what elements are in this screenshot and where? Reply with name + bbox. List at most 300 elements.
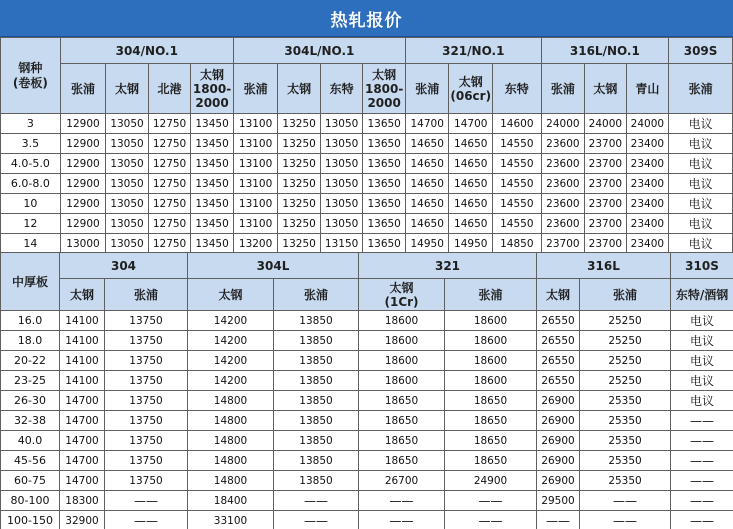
plate-spec-cell: 40.0 [1,431,60,451]
plate-spec-cell: 80-100 [1,491,60,511]
plate-price-table [0,252,733,529]
coil-spec-cell: 14 [1,234,61,254]
coil-price-cell: 23400 [626,214,669,234]
plate-price-cell: 13850 [274,331,359,351]
coil-group-304l: 304L/NO.1 [233,38,405,64]
plate-price-cell: 18600 [359,351,445,371]
plate-price-cell: —— [671,451,733,471]
coil-price-cell: 13450 [191,174,234,194]
plate-price-cell: 18600 [359,311,445,331]
coil-price-cell: 14850 [493,234,542,254]
plate-column-header-line: 太钢 [546,287,571,302]
plate-price-cell: 电议 [671,331,733,351]
plate-price-cell: 25350 [580,411,671,431]
coil-price-cell: 13050 [106,234,149,254]
coil-price-cell: 12900 [60,194,106,214]
plate-price-cell: —— [445,511,537,529]
table-row [1,371,733,391]
plate-price-cell: 18650 [359,431,445,451]
coil-spec-header [1,38,61,114]
plate-group-321: 321 [359,253,537,279]
plate-price-cell: —— [580,491,671,511]
plate-column-header-line: 太钢 [69,287,94,302]
plate-price-cell: 13750 [105,391,188,411]
plate-price-cell: 26900 [537,431,580,451]
coil-price-cell: 12750 [148,214,191,234]
coil-price-cell: 13650 [363,214,406,234]
coil-price-cell: 13250 [278,114,321,134]
plate-price-cell: 18600 [445,371,537,391]
plate-spec-cell: 18.0 [1,331,60,351]
coil-price-cell: 23400 [626,174,669,194]
coil-price-cell: 12750 [148,134,191,154]
plate-price-cell: 26550 [537,371,580,391]
coil-column-header [191,64,234,114]
plate-price-cell: 14800 [188,471,274,491]
table-row [1,511,733,529]
plate-price-cell: —— [274,511,359,529]
coil-column-header-line: 太钢 [593,81,618,96]
plate-price-cell: 14700 [60,471,105,491]
plate-price-cell: 13850 [274,371,359,391]
plate-price-cell: 24900 [445,471,537,491]
coil-price-cell: 电议 [669,234,733,254]
plate-column-header [671,279,733,311]
plate-price-cell: 14700 [60,431,105,451]
coil-price-cell: 14550 [493,194,542,214]
coil-price-table [0,37,733,254]
plate-price-cell: 18400 [188,491,274,511]
coil-price-cell: 13050 [106,154,149,174]
plate-spec-cell: 16.0 [1,311,60,331]
plate-group-304l: 304L [188,253,359,279]
table-row [1,431,733,451]
coil-column-header-line: 太钢 [458,74,483,89]
table-row [1,451,733,471]
plate-price-cell: 14200 [188,311,274,331]
coil-column-header-line: 青山 [635,81,660,96]
coil-price-cell: 23700 [585,174,627,194]
plate-column-header [188,279,274,311]
plate-price-cell: 14200 [188,351,274,371]
plate-price-cell: —— [359,491,445,511]
coil-column-header [541,64,585,114]
table-row [1,331,733,351]
plate-price-cell: —— [580,511,671,529]
plate-price-cell: 13850 [274,351,359,371]
table-row [1,391,733,411]
coil-column-header-line: 太钢 [287,81,312,96]
plate-column-header-line: 太钢 [218,287,243,302]
plate-price-cell: 13850 [274,451,359,471]
plate-spec-cell: 32-38 [1,411,60,431]
plate-price-cell: 13750 [105,471,188,491]
plate-price-cell: 电议 [671,351,733,371]
coil-spec-cell: 4.0-5.0 [1,154,61,174]
coil-price-cell: 电议 [669,214,733,234]
table-row [1,471,733,491]
plate-column-header [537,279,580,311]
coil-price-cell: 13050 [106,114,149,134]
coil-price-cell: 13250 [278,174,321,194]
coil-price-cell: 13100 [233,154,278,174]
coil-price-cell: 13050 [106,194,149,214]
plate-price-cell: 18600 [445,311,537,331]
coil-price-cell: 24000 [585,114,627,134]
coil-price-cell: 24000 [626,114,669,134]
coil-column-header-line: 太钢 [115,81,140,96]
plate-column-header-line: 张浦 [133,287,158,302]
table-row [1,114,733,134]
plate-price-cell: 13750 [105,411,188,431]
plate-column-header-line: 太钢 [389,280,414,295]
coil-column-header-line: (06cr) [450,88,492,103]
plate-column-header-line: 张浦 [478,287,503,302]
coil-column-header [493,64,542,114]
coil-column-header-line: 1800- [364,81,404,96]
coil-price-cell: 12750 [148,154,191,174]
coil-column-header-line: 张浦 [688,81,713,96]
coil-price-cell: 12900 [60,174,106,194]
coil-price-cell: 12900 [60,134,106,154]
coil-column-header [233,64,278,114]
coil-price-cell: 13050 [320,154,363,174]
plate-column-header [445,279,537,311]
plate-column-header [359,279,445,311]
plate-price-cell: 14100 [60,351,105,371]
coil-price-cell: 13250 [278,134,321,154]
plate-price-cell: 14100 [60,371,105,391]
coil-spec-cell: 12 [1,214,61,234]
coil-price-cell: 23700 [585,234,627,254]
plate-price-cell: —— [105,511,188,529]
plate-price-cell: 26900 [537,391,580,411]
coil-column-header [278,64,321,114]
table-row [1,411,733,431]
plate-price-cell: 18650 [359,391,445,411]
coil-price-cell: 电议 [669,174,733,194]
coil-price-cell: 13100 [233,134,278,154]
coil-price-cell: 13100 [233,214,278,234]
coil-price-cell: 14950 [405,234,449,254]
coil-price-cell: 13650 [363,114,406,134]
plate-price-cell: 18650 [445,451,537,471]
coil-price-cell: 13050 [320,174,363,194]
coil-price-cell: 13100 [233,114,278,134]
coil-price-cell: 23700 [585,134,627,154]
coil-spec-header-line1: 钢种 [18,60,43,75]
coil-price-cell: 14550 [493,214,542,234]
coil-price-cell: 12750 [148,234,191,254]
plate-price-cell: 25250 [580,311,671,331]
coil-group-321: 321/NO.1 [405,38,541,64]
coil-price-cell: 13650 [363,154,406,174]
plate-price-cell: 14800 [188,391,274,411]
coil-price-cell: 13250 [278,214,321,234]
coil-price-cell: 电议 [669,194,733,214]
coil-price-cell: 13450 [191,134,234,154]
plate-group-310s: 310S [671,253,733,279]
plate-price-cell: 18650 [359,411,445,431]
coil-price-cell: 13450 [191,194,234,214]
plate-spec-cell: 20-22 [1,351,60,371]
plate-price-cell: 25350 [580,431,671,451]
coil-spec-cell: 3 [1,114,61,134]
plate-price-cell: 18600 [445,351,537,371]
plate-price-cell: 13850 [274,391,359,411]
plate-column-header-line: 张浦 [613,287,638,302]
coil-column-header-line: 2000 [367,95,401,110]
coil-price-cell: 13000 [60,234,106,254]
table-row [1,134,733,154]
coil-price-cell: 14650 [449,174,493,194]
plate-price-cell: —— [105,491,188,511]
plate-price-cell: 26900 [537,451,580,471]
plate-price-cell: 14700 [60,411,105,431]
plate-price-cell: 29500 [537,491,580,511]
plate-price-cell: 13750 [105,371,188,391]
coil-column-header [405,64,449,114]
plate-price-cell: —— [671,511,733,529]
coil-price-cell: 14950 [449,234,493,254]
plate-price-cell: 18600 [445,331,537,351]
plate-price-cell: 电议 [671,391,733,411]
plate-column-header [105,279,188,311]
plate-price-cell: 电议 [671,311,733,331]
plate-column-header [274,279,359,311]
table-row [1,351,733,371]
coil-price-cell: 14650 [405,194,449,214]
coil-price-cell: 13450 [191,114,234,134]
table-row [1,154,733,174]
coil-column-header-line: 张浦 [70,81,95,96]
coil-price-cell: 13050 [320,114,363,134]
coil-price-cell: 13250 [278,194,321,214]
plate-spec-header: 中厚板 [1,253,60,311]
coil-price-cell: 23600 [541,174,585,194]
coil-price-cell: 14650 [449,194,493,214]
table-row [1,491,733,511]
plate-price-cell: 14800 [188,411,274,431]
coil-price-cell: 14550 [493,134,542,154]
coil-price-cell: 14550 [493,154,542,174]
plate-price-cell: 13850 [274,471,359,491]
plate-price-cell: —— [671,411,733,431]
coil-column-header [449,64,493,114]
coil-price-cell: 14550 [493,174,542,194]
plate-price-cell: 18600 [359,371,445,391]
plate-column-header [580,279,671,311]
coil-column-header-line: 1800- [192,81,232,96]
coil-spec-cell: 6.0-8.0 [1,174,61,194]
plate-price-cell: 13750 [105,331,188,351]
coil-column-header-line: 2000 [195,95,229,110]
plate-price-cell: 26550 [537,351,580,371]
plate-price-cell: 13750 [105,311,188,331]
coil-column-header [626,64,669,114]
plate-price-cell: 14200 [188,331,274,351]
coil-price-cell: 14650 [449,214,493,234]
plate-price-cell: 25250 [580,371,671,391]
coil-group-309s: 309S [669,38,733,64]
plate-price-cell: 25250 [580,351,671,371]
plate-price-cell: —— [671,471,733,491]
coil-price-cell: 12750 [148,174,191,194]
plate-price-cell: —— [274,491,359,511]
coil-column-header [60,64,106,114]
plate-price-cell: 14700 [60,451,105,471]
coil-price-cell: 23400 [626,154,669,174]
plate-price-cell: 25250 [580,331,671,351]
plate-price-cell: 25350 [580,451,671,471]
coil-column-header [363,64,406,114]
coil-price-cell: 14700 [405,114,449,134]
coil-price-cell: 13250 [278,154,321,174]
coil-price-cell: 24000 [541,114,585,134]
coil-price-cell: 14650 [405,214,449,234]
plate-price-cell: —— [537,511,580,529]
coil-price-cell: 23700 [541,234,585,254]
table-row [1,214,733,234]
coil-price-cell: 23700 [585,194,627,214]
plate-column-header-line: 东特/酒钢 [675,287,729,302]
coil-price-cell: 14650 [449,154,493,174]
coil-column-header-line: 太钢 [200,67,225,82]
coil-column-header-line: 北港 [157,81,182,96]
coil-price-cell: 12900 [60,114,106,134]
plate-price-cell: 13850 [274,431,359,451]
plate-price-cell: 14800 [188,431,274,451]
coil-price-cell: 14650 [405,134,449,154]
plate-spec-cell: 23-25 [1,371,60,391]
coil-spec-cell: 3.5 [1,134,61,154]
coil-price-cell: 13050 [320,194,363,214]
coil-price-cell: 12900 [60,214,106,234]
plate-spec-cell: 60-75 [1,471,60,491]
coil-column-header-line: 太钢 [372,67,397,82]
coil-price-cell: 23400 [626,194,669,214]
coil-price-cell: 13450 [191,214,234,234]
coil-price-cell: 13050 [106,214,149,234]
coil-price-cell: 13050 [106,174,149,194]
plate-price-cell: 26900 [537,471,580,491]
plate-price-cell: 13750 [105,351,188,371]
coil-column-header [320,64,363,114]
plate-column-header-line: 张浦 [304,287,329,302]
coil-spec-header-line2: (卷板) [12,75,48,90]
coil-price-cell: 23600 [541,154,585,174]
coil-price-cell: 13200 [233,234,278,254]
coil-price-cell: 13150 [320,234,363,254]
coil-price-cell: 电议 [669,154,733,174]
coil-price-cell: 14700 [449,114,493,134]
plate-price-cell: 26550 [537,311,580,331]
coil-price-cell: 电议 [669,134,733,154]
coil-price-cell: 13100 [233,194,278,214]
plate-price-cell: 18650 [359,451,445,471]
sheet-title: 热轧报价 [0,0,733,37]
plate-price-cell: —— [671,431,733,451]
coil-price-cell: 23600 [541,194,585,214]
table-row [1,311,733,331]
plate-price-cell: 33100 [188,511,274,529]
coil-price-cell: 12900 [60,154,106,174]
plate-price-cell: 25350 [580,391,671,411]
coil-column-header-line: 张浦 [243,81,268,96]
coil-price-cell: 23600 [541,214,585,234]
coil-price-cell: 13450 [191,154,234,174]
coil-price-cell: 13650 [363,134,406,154]
coil-price-cell: 13050 [106,134,149,154]
coil-spec-cell: 10 [1,194,61,214]
plate-spec-cell: 45-56 [1,451,60,471]
table-row [1,234,733,254]
coil-price-cell: 13050 [320,134,363,154]
plate-spec-cell: 100-150 [1,511,60,529]
plate-price-cell: —— [671,491,733,511]
coil-column-header-line: 张浦 [550,81,575,96]
coil-price-cell: 13050 [320,214,363,234]
plate-price-cell: 13850 [274,311,359,331]
plate-price-cell: 13750 [105,451,188,471]
plate-price-cell: 14700 [60,391,105,411]
coil-price-cell: 14600 [493,114,542,134]
coil-price-cell: 12750 [148,114,191,134]
coil-column-header-line: 东特 [329,81,354,96]
coil-price-cell: 14650 [405,154,449,174]
plate-price-cell: 14800 [188,451,274,471]
plate-price-cell: 14100 [60,331,105,351]
coil-price-cell: 23600 [541,134,585,154]
plate-price-cell: 电议 [671,371,733,391]
coil-price-cell: 13650 [363,194,406,214]
coil-column-header-line: 张浦 [415,81,440,96]
plate-price-cell: —— [445,491,537,511]
plate-price-cell: 25350 [580,471,671,491]
coil-group-304: 304/NO.1 [60,38,233,64]
plate-price-cell: —— [359,511,445,529]
plate-price-cell: 32900 [60,511,105,529]
coil-price-cell: 23700 [585,214,627,234]
plate-price-cell: 26550 [537,331,580,351]
plate-price-cell: 18650 [445,391,537,411]
plate-price-cell: 26700 [359,471,445,491]
table-row [1,174,733,194]
table-row [1,194,733,214]
coil-price-cell: 14650 [449,134,493,154]
plate-spec-cell: 26-30 [1,391,60,411]
plate-group-304: 304 [60,253,188,279]
plate-price-cell: 13850 [274,411,359,431]
coil-column-header [585,64,627,114]
coil-group-316l: 316L/NO.1 [541,38,669,64]
coil-price-cell: 13100 [233,174,278,194]
coil-column-header-line: 东特 [504,81,529,96]
coil-price-cell: 14650 [405,174,449,194]
plate-price-cell: 14200 [188,371,274,391]
coil-column-header [669,64,733,114]
coil-price-cell: 13250 [278,234,321,254]
coil-price-cell: 23400 [626,234,669,254]
plate-column-header-line: (1Cr) [384,294,419,309]
plate-price-cell: 26900 [537,411,580,431]
plate-price-cell: 18600 [359,331,445,351]
coil-price-cell: 23700 [585,154,627,174]
coil-price-cell: 电议 [669,114,733,134]
coil-price-cell: 13450 [191,234,234,254]
plate-price-cell: 18650 [445,411,537,431]
plate-group-316l: 316L [537,253,671,279]
